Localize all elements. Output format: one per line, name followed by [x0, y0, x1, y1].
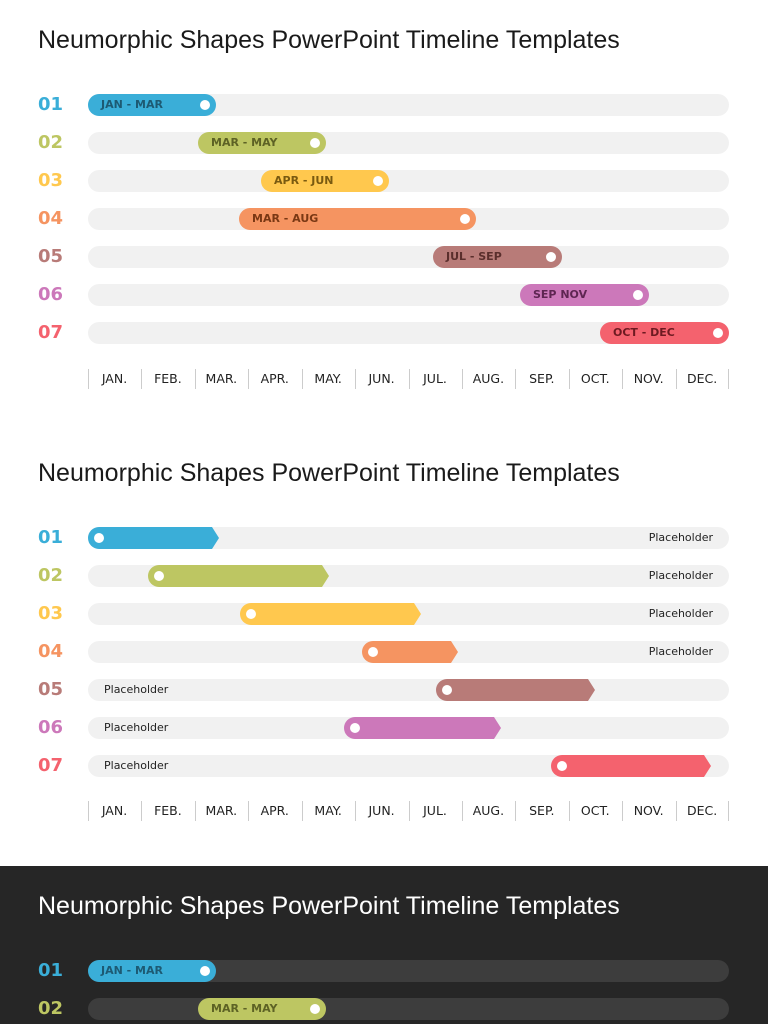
- month-label: JUN.: [368, 371, 395, 386]
- timeline-bar: [344, 717, 494, 739]
- row-number: 01: [38, 94, 64, 115]
- bar-arrowhead: [704, 755, 711, 777]
- month-label: APR.: [260, 371, 289, 386]
- bar-end-dot: [373, 176, 383, 186]
- timeline-row: [0, 246, 768, 268]
- timeline-track: [88, 755, 729, 777]
- bar-label: MAR - MAY: [211, 136, 278, 149]
- row-number: 02: [38, 998, 64, 1019]
- timeline-track: [88, 170, 729, 192]
- timeline-row: [0, 717, 768, 739]
- timeline-track: [88, 284, 729, 306]
- month-label: JAN.: [101, 371, 128, 386]
- row-number: 04: [38, 641, 64, 662]
- timeline-bar: [433, 246, 562, 268]
- row-number: 06: [38, 717, 64, 738]
- timeline-row: [0, 603, 768, 625]
- bar-label: JAN - MAR: [101, 964, 163, 977]
- month-label: SEP.: [529, 803, 555, 818]
- month-label: DEC.: [686, 803, 718, 818]
- timeline-row: [0, 322, 768, 344]
- timeline-row: [0, 565, 768, 587]
- month-axis: [88, 369, 729, 389]
- month-label: OCT.: [580, 803, 610, 818]
- month-label: JUL.: [423, 803, 447, 818]
- row-placeholder: Placeholder: [648, 645, 713, 658]
- row-number: 07: [38, 755, 64, 776]
- timeline-track: [88, 322, 729, 344]
- bar-end-dot: [442, 685, 452, 695]
- bar-end-dot: [310, 138, 320, 148]
- row-number: 02: [38, 132, 64, 153]
- bar-label: MAR - MAY: [211, 1002, 278, 1015]
- row-number: 05: [38, 679, 64, 700]
- timeline-bar: [198, 132, 326, 154]
- bar-arrowhead: [212, 527, 219, 549]
- timeline-bar: [88, 94, 216, 116]
- bar-end-dot: [200, 966, 210, 976]
- month-label: MAR.: [205, 803, 238, 818]
- month-label: FEB.: [154, 803, 182, 818]
- timeline-bar: [240, 603, 414, 625]
- bar-end-dot: [633, 290, 643, 300]
- bar-label: JUL - SEP: [446, 250, 502, 263]
- timeline-bar: [261, 170, 389, 192]
- bar-end-dot: [460, 214, 470, 224]
- timeline-track: [88, 208, 729, 230]
- timeline-track: [88, 132, 729, 154]
- row-number: 07: [38, 322, 64, 343]
- month-label: JUN.: [368, 803, 395, 818]
- timeline-bar: [600, 322, 729, 344]
- month-label: AUG.: [472, 803, 505, 818]
- bar-end-dot: [368, 647, 378, 657]
- bar-end-dot: [557, 761, 567, 771]
- row-number: 04: [38, 208, 64, 229]
- row-number: 03: [38, 603, 64, 624]
- row-number: 05: [38, 246, 64, 267]
- timeline-row: [0, 679, 768, 701]
- bar-arrowhead: [588, 679, 595, 701]
- timeline-track: [88, 960, 729, 982]
- bar-label: MAR - AUG: [252, 212, 319, 225]
- timeline-bar: [436, 679, 588, 701]
- slide-title: Neumorphic Shapes PowerPoint Timeline Templates: [38, 26, 620, 54]
- row-placeholder: Placeholder: [648, 569, 713, 582]
- row-number: 02: [38, 565, 64, 586]
- bar-end-dot: [713, 328, 723, 338]
- month-axis: [88, 801, 729, 821]
- timeline-track: [88, 603, 729, 625]
- row-number: 03: [38, 170, 64, 191]
- row-number: 01: [38, 960, 64, 981]
- row-placeholder: Placeholder: [104, 683, 169, 696]
- bar-arrowhead: [414, 603, 421, 625]
- month-label: FEB.: [154, 371, 182, 386]
- timeline-track: [88, 641, 729, 663]
- timeline-slide-1: [0, 0, 768, 430]
- row-placeholder: Placeholder: [648, 607, 713, 620]
- timeline-row: [0, 208, 768, 230]
- timeline-row: [0, 527, 768, 549]
- timeline-bar: [198, 998, 326, 1020]
- month-label: NOV.: [633, 803, 664, 818]
- timeline-row: [0, 284, 768, 306]
- timeline-row: [0, 94, 768, 116]
- bar-end-dot: [200, 100, 210, 110]
- month-label: DEC.: [686, 371, 718, 386]
- timeline-row: [0, 170, 768, 192]
- month-label: JAN.: [101, 803, 128, 818]
- timeline-track: [88, 565, 729, 587]
- timeline-row: [0, 998, 768, 1020]
- bar-end-dot: [310, 1004, 320, 1014]
- bar-label: JAN - MAR: [101, 98, 163, 111]
- row-placeholder: Placeholder: [104, 721, 169, 734]
- timeline-track: [88, 527, 729, 549]
- timeline-row: [0, 641, 768, 663]
- row-number: 06: [38, 284, 64, 305]
- timeline-bar: [551, 755, 704, 777]
- month-label: JUL.: [423, 371, 447, 386]
- bar-end-dot: [154, 571, 164, 581]
- bar-arrowhead: [494, 717, 501, 739]
- timeline-row: [0, 755, 768, 777]
- timeline-track: [88, 94, 729, 116]
- month-label: MAR.: [205, 371, 238, 386]
- slide-title: Neumorphic Shapes PowerPoint Timeline Templates: [38, 892, 620, 920]
- timeline-bar: [88, 527, 212, 549]
- month-label: SEP.: [529, 371, 555, 386]
- timeline-track: [88, 998, 729, 1020]
- timeline-track: [88, 246, 729, 268]
- bar-end-dot: [246, 609, 256, 619]
- bar-arrowhead: [451, 641, 458, 663]
- month-label: AUG.: [472, 371, 505, 386]
- timeline-row: [0, 132, 768, 154]
- timeline-row: [0, 960, 768, 982]
- timeline-slide-2: [0, 430, 768, 866]
- timeline-slide-3: [0, 866, 768, 1024]
- bar-end-dot: [94, 533, 104, 543]
- bar-end-dot: [546, 252, 556, 262]
- timeline-bar: [88, 960, 216, 982]
- timeline-bar: [520, 284, 649, 306]
- row-placeholder: Placeholder: [648, 531, 713, 544]
- month-label: APR.: [260, 803, 289, 818]
- timeline-bar: [148, 565, 322, 587]
- bar-end-dot: [350, 723, 360, 733]
- row-number: 01: [38, 527, 64, 548]
- bar-label: APR - JUN: [274, 174, 334, 187]
- month-label: OCT.: [580, 371, 610, 386]
- bar-label: OCT - DEC: [613, 326, 675, 339]
- row-placeholder: Placeholder: [104, 759, 169, 772]
- timeline-bar: [239, 208, 476, 230]
- month-label: MAY.: [314, 371, 342, 386]
- bar-label: SEP NOV: [533, 288, 588, 301]
- slide-title: Neumorphic Shapes PowerPoint Timeline Templates: [38, 459, 620, 487]
- timeline-track: [88, 679, 729, 701]
- month-label: MAY.: [314, 803, 342, 818]
- month-label: NOV.: [633, 371, 664, 386]
- bar-arrowhead: [322, 565, 329, 587]
- timeline-bar: [362, 641, 451, 663]
- timeline-track: [88, 717, 729, 739]
